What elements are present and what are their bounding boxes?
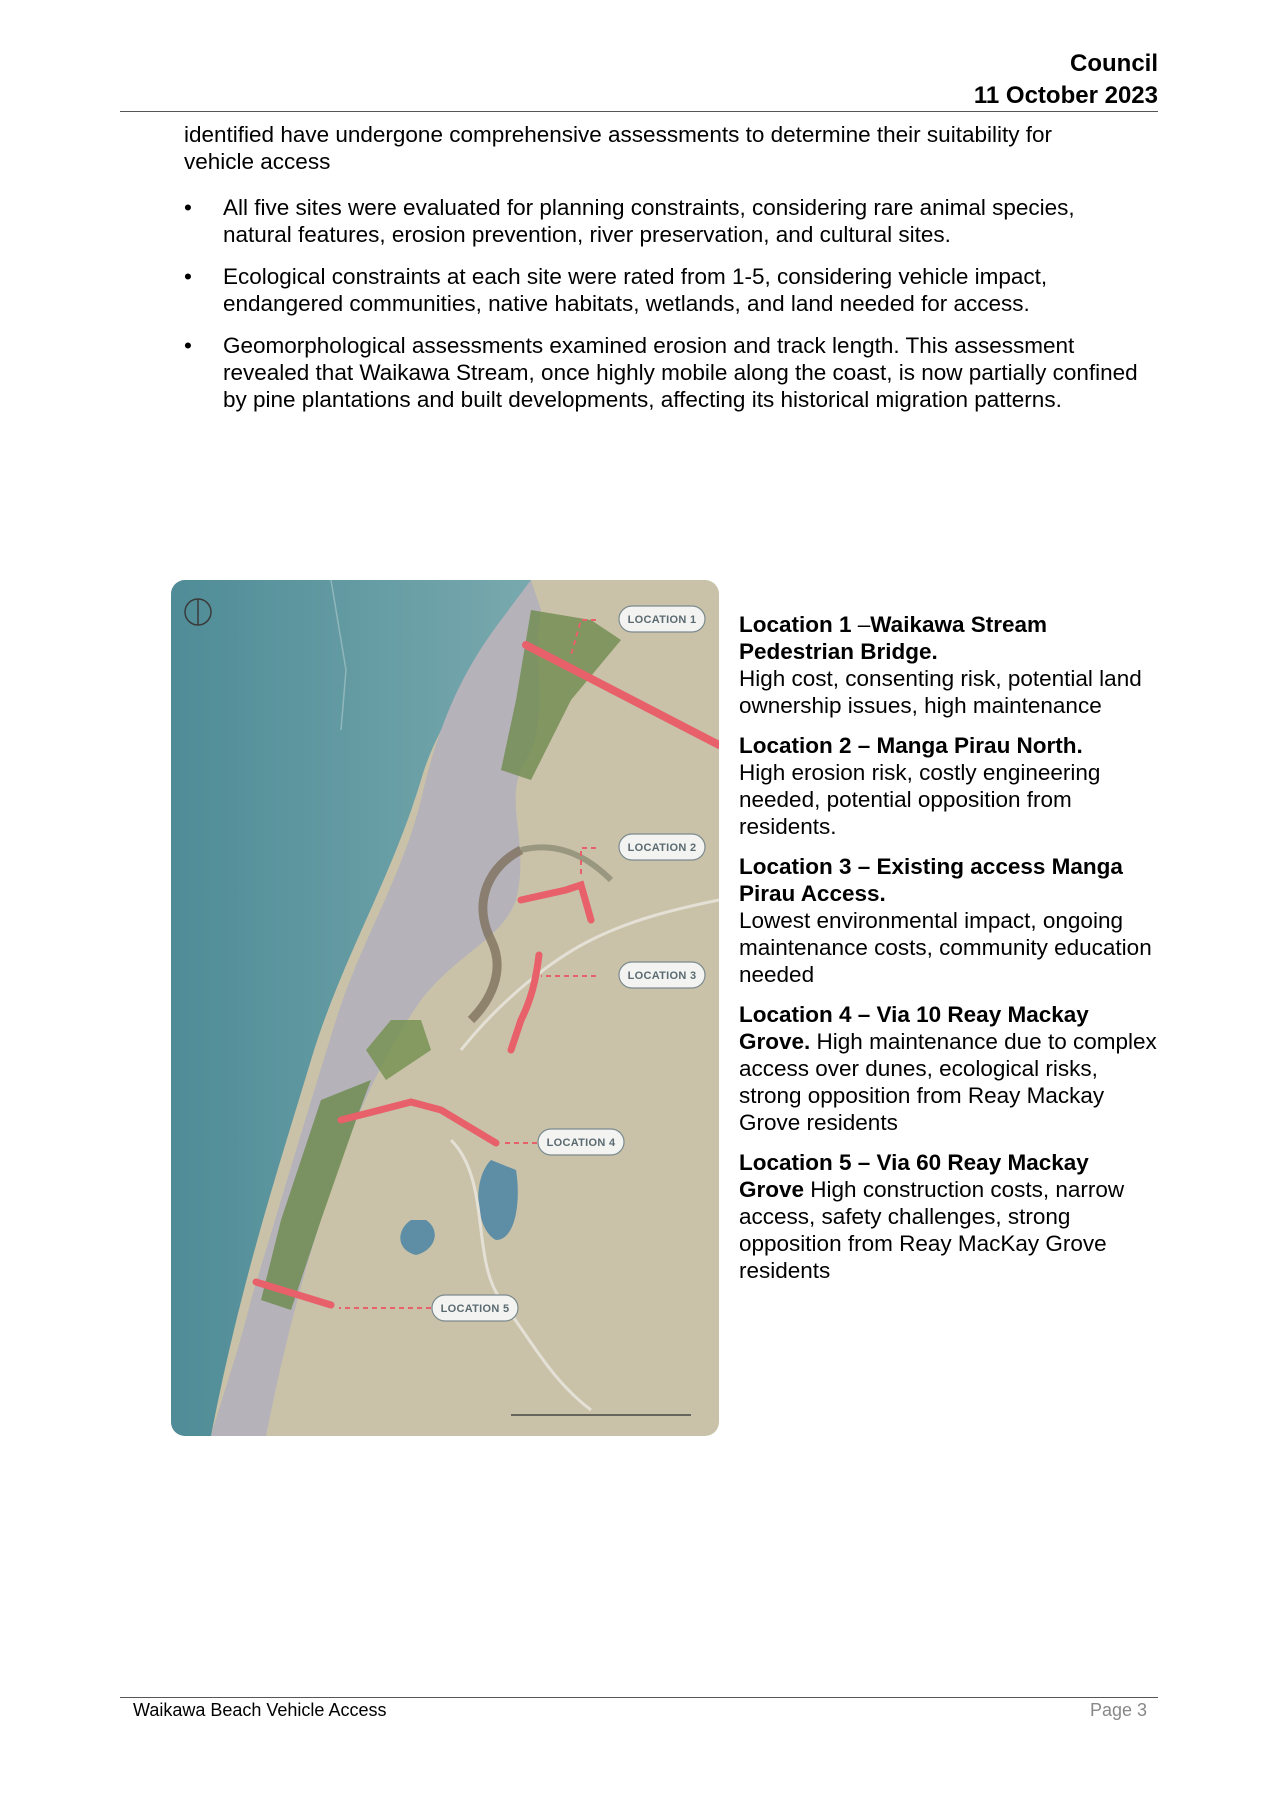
location-1-description — [739, 611, 1159, 719]
location-1-callout — [619, 606, 705, 632]
header-council: Council — [1070, 50, 1158, 77]
location-1-body: High cost, consenting risk, potential land ownership issues, high maintenance — [739, 666, 1142, 718]
bullet-item — [184, 194, 1144, 248]
assessment-bullets — [184, 194, 1144, 428]
location-5-callout — [432, 1295, 518, 1321]
bullet-item — [184, 332, 1144, 413]
location-4-label: LOCATION 4 — [546, 1137, 616, 1149]
location-2-label: LOCATION 2 — [627, 842, 697, 854]
location-5-description — [739, 1149, 1159, 1284]
location-1-dash: – — [857, 612, 871, 637]
page-header — [974, 48, 1158, 112]
location-4-callout — [538, 1129, 624, 1155]
location-3-callout — [619, 962, 705, 988]
bullet-text: Ecological constraints at each site were rated from 1-5, considering vehicle impact, endangered communities, native habitats, wetlands, and land needed for access. — [223, 264, 1048, 316]
location-3-label: LOCATION 3 — [627, 970, 697, 982]
location-3-body: Lowest environmental impact, ongoing maintenance costs, community education needed — [739, 908, 1152, 987]
aerial-map-graphic — [171, 580, 719, 1436]
location-2-title: Location 2 – Manga Pirau North. — [739, 733, 1083, 758]
location-3-description — [739, 853, 1159, 988]
intro-paragraph: identified have undergone comprehensive assessments to determine their suitability for vehicle access — [184, 122, 1052, 174]
header-divider — [120, 111, 1158, 112]
bullet-icon: • — [184, 264, 192, 289]
location-1-label: LOCATION 1 — [627, 614, 697, 626]
bullet-item — [184, 263, 1144, 317]
location-3-title: Location 3 – Existing access Manga Pirau Access. — [739, 854, 1123, 906]
location-4-body: High maintenance due to complex access over dunes, ecological risks, strong opposition from Reay Mackay Grove residents — [739, 1029, 1157, 1135]
location-2-callout — [619, 834, 705, 860]
location-1-title-a: Location 1 — [739, 612, 858, 637]
aerial-map — [171, 580, 719, 1436]
location-4-description — [739, 1001, 1159, 1136]
bullet-icon: • — [184, 333, 192, 358]
footer-divider — [120, 1697, 1158, 1698]
location-2-body: High erosion risk, costly engineering needed, potential opposition from residents. — [739, 760, 1101, 839]
location-5-label: LOCATION 5 — [440, 1303, 510, 1315]
location-2-description — [739, 732, 1159, 840]
location-4-title: Location 4 – Via 10 Reay Mackay Grove. — [739, 1002, 1089, 1054]
location-5-title: Location 5 – Via 60 Reay Mackay Grove — [739, 1150, 1089, 1202]
page-number: Page 3 — [1089, 1700, 1147, 1720]
bullet-text: Geomorphological assessments examined erosion and track length. This assessment revealed that Waikawa Stream, once highly mobile along the coast, is now partially confined by pine plantations and built developments, affecting its historical migration patterns. — [223, 333, 1138, 412]
location-descriptions — [739, 611, 1159, 1297]
bullet-text: All five sites were evaluated for planning constraints, considering rare animal species, natural features, erosion prevention, river preservation, and cultural sites. — [223, 195, 1075, 247]
location-1-title-b: Waikawa Stream Pedestrian Bridge. — [739, 612, 1048, 664]
header-date: 11 October 2023 — [973, 82, 1158, 109]
footer-document-title: Waikawa Beach Vehicle Access — [133, 1700, 387, 1720]
location-5-body: High construction costs, narrow access, safety challenges, strong opposition from Reay MacKay Grove residents — [739, 1177, 1125, 1283]
bullet-icon: • — [184, 195, 192, 220]
